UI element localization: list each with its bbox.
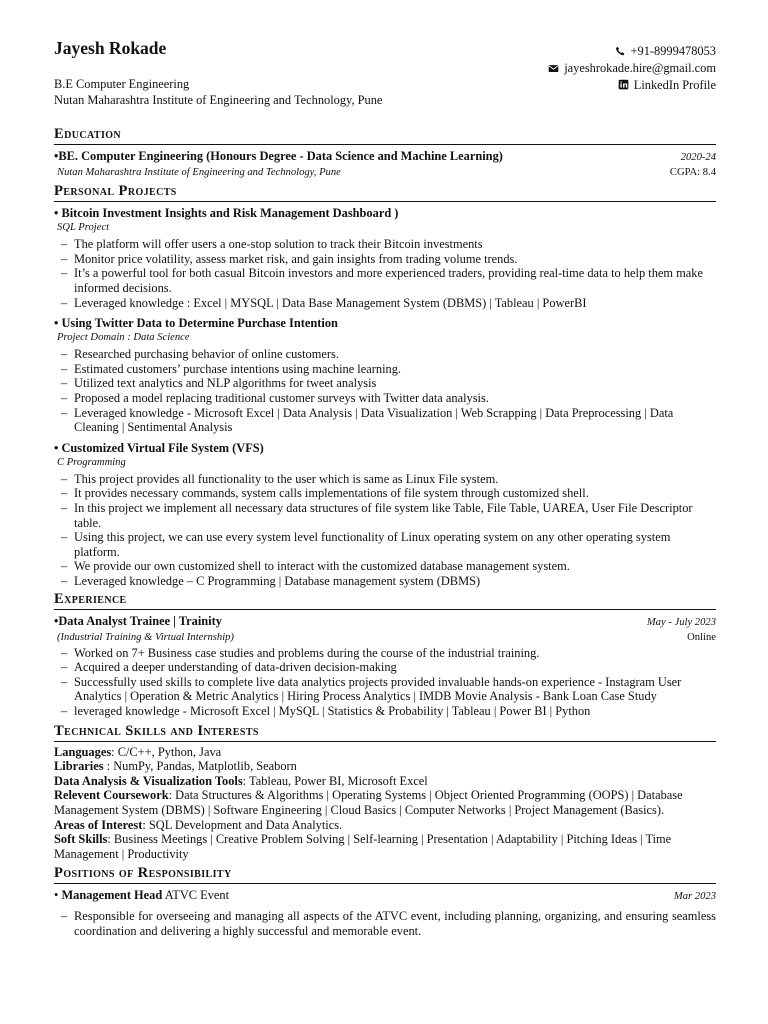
resume-header [54,0,716,118]
experience-bullets [54,646,716,719]
experience-dates: May - July 2023 [646,617,716,629]
list-item: – This project provides all functionality to the user which is same as Linux File system. [74,472,716,487]
skills-heading: Technical Skills and Interests [54,723,716,742]
skill-row: Soft Skills: Business Meetings | Creative Problem Solving | Self-learning | Presentation | Adaptability | Pitching Ideas | Time Management | Productivity [54,832,672,861]
project-subtitle: Project Domain : Data Science [57,332,190,344]
education-institute-row [54,166,716,181]
skill-row: Areas of Interest: SQL Development and Data Analytics. [54,817,343,832]
skill-row: Languages: C/C++, Python, Java [54,744,222,759]
linkedin-link: LinkedIn Profile [633,77,716,92]
list-item: – It provides necessary commands, system calls implementations of file system through customized shell. [74,486,716,501]
phone-icon [615,46,626,57]
education-heading: Education [54,126,716,145]
list-item: – Leveraged knowledge : Excel | MYSQL | Data Base Management System (DBMS) | Tableau | PowerBI [74,296,716,311]
education-section [54,126,716,180]
education-institute: Nutan Maharashtra Institute of Engineering and Technology, Pune [57,166,341,178]
skill-row: Data Analysis & Visualization Tools: Tableau, Power BI, Microsoft Excel [54,773,428,788]
list-item: – It’s a powerful tool for both casual Bitcoin investors and more experienced traders, providing real-time data to help them make informed decisions. [74,266,716,295]
list-item: – Using this project, we can use every system level functionality of Linux operating system on any other operating system platform. [74,530,716,559]
experience-location: Online [687,632,716,644]
position-bullets [54,909,716,938]
project-bullets [54,472,716,589]
contact-email[interactable] [548,60,716,77]
education-years: 2020-24 [680,152,716,163]
skill-row: Libraries : NumPy, Pandas, Matplotlib, Seaborn [54,759,297,774]
projects-section [54,183,716,588]
phone-number: +91-8999478053 [630,44,716,58]
experience-sub-row [54,631,716,646]
list-item: – Leveraged knowledge – C Programming | Database management system (DBMS) [74,574,716,589]
list-item: – Acquired a deeper understanding of data-driven decision-making [74,660,716,675]
education-degree: •BE. Computer Engineering (Honours Degree - Data Science and Machine Learning) [54,149,503,163]
list-item: – Researched purchasing behavior of online customers. [74,347,716,362]
experience-heading: Experience [54,591,716,610]
list-item: – Leveraged knowledge - Microsoft Excel | Data Analysis | Data Visualization | Web Scrapping | Data Preprocessing | Data Cleaning | Sentimental Analysis [74,406,716,435]
experience-subtitle: (Industrial Training & Virtual Internship) [57,632,234,644]
project-title: • Customized Virtual File System (VFS) [54,440,264,455]
position-row [54,888,716,905]
skills-list [54,745,716,862]
project-bullets [54,347,716,435]
skill-row: Relevent Coursework: Data Structures & Algorithms | Operating Systems | Object Oriented Programming (OOPS) | Database Management System (DBMS) | Software Engineering | Cloud Basics | Computer Networks | Project Management (Basics). [54,788,683,817]
project-item [54,441,716,589]
candidate-name: Jayesh Rokade [54,38,167,58]
list-item: – Worked on 7+ Business case studies and problems during the course of the industrial training. [74,646,716,661]
list-item: – leveraged knowledge - Microsoft Excel | MySQL | Statistics & Probability | Tableau | Power BI | Python [74,704,716,719]
list-item: – Monitor price volatility, assess market risk, and gain insights from trading volume trends. [74,252,716,267]
list-item: – Responsible for overseeing and managing all aspects of the ATVC event, including planning, organizing, and ensuring seamless coordination and delivering a highly successful and memorable event. [74,909,716,938]
email-address: jayeshrokade.hire@gmail.com [564,60,716,75]
experience-role: •Data Analyst Trainee | Trainity [54,614,222,629]
position-title: • Management Head ATVC Event [54,888,230,903]
project-item [54,316,716,435]
list-item: – Successfully used skills to complete live data analytics projects provided invaluable hands-on experience - Instagram User Analytics | Operation & Metric Analytics | Hiring Process Analytics | IMDB Movie Analysis - Bank Loan Case Study [74,675,716,704]
positions-heading: Positions of Responsibility [54,865,716,884]
candidate-degree: B.E Computer Engineering [54,77,190,91]
contact-linkedin[interactable] [548,77,716,94]
project-subtitle: SQL Project [57,222,110,234]
envelope-icon [548,63,559,74]
positions-section [54,865,716,938]
list-item: – Utilized text analytics and NLP algorithms for tweet analysis [74,376,716,391]
contact-phone[interactable] [548,43,716,60]
position-date: Mar 2023 [673,891,716,903]
project-title: • Bitcoin Investment Insights and Risk Management Dashboard ) [54,206,399,221]
project-bullets [54,237,716,310]
experience-section [54,591,716,718]
linkedin-icon [618,79,629,90]
list-item: – Estimated customers’ purchase intentions using machine learning. [74,362,716,377]
education-degree-row [54,149,716,166]
project-title: • Using Twitter Data to Determine Purchase Intention [54,316,338,331]
projects-heading: Personal Projects [54,183,716,202]
contact-block [548,43,716,93]
list-item: – We provide our own customized shell to interact with the customized database management system. [74,559,716,574]
candidate-institute: Nutan Maharashtra Institute of Engineering and Technology, Pune [54,93,383,107]
education-cgpa: CGPA: 8.4 [669,166,716,178]
experience-role-row [54,614,716,631]
list-item: – Proposed a model replacing traditional customer surveys with Twitter data analysis. [74,391,716,406]
list-item: – In this project we implement all necessary data structures of file system like Table, File Table, UAREA, User File Descriptor table. [74,501,716,530]
skills-section [54,723,716,862]
project-subtitle: C Programming [57,456,126,468]
list-item: – The platform will offer users a one-stop solution to track their Bitcoin investments [74,237,716,252]
project-item [54,206,716,310]
